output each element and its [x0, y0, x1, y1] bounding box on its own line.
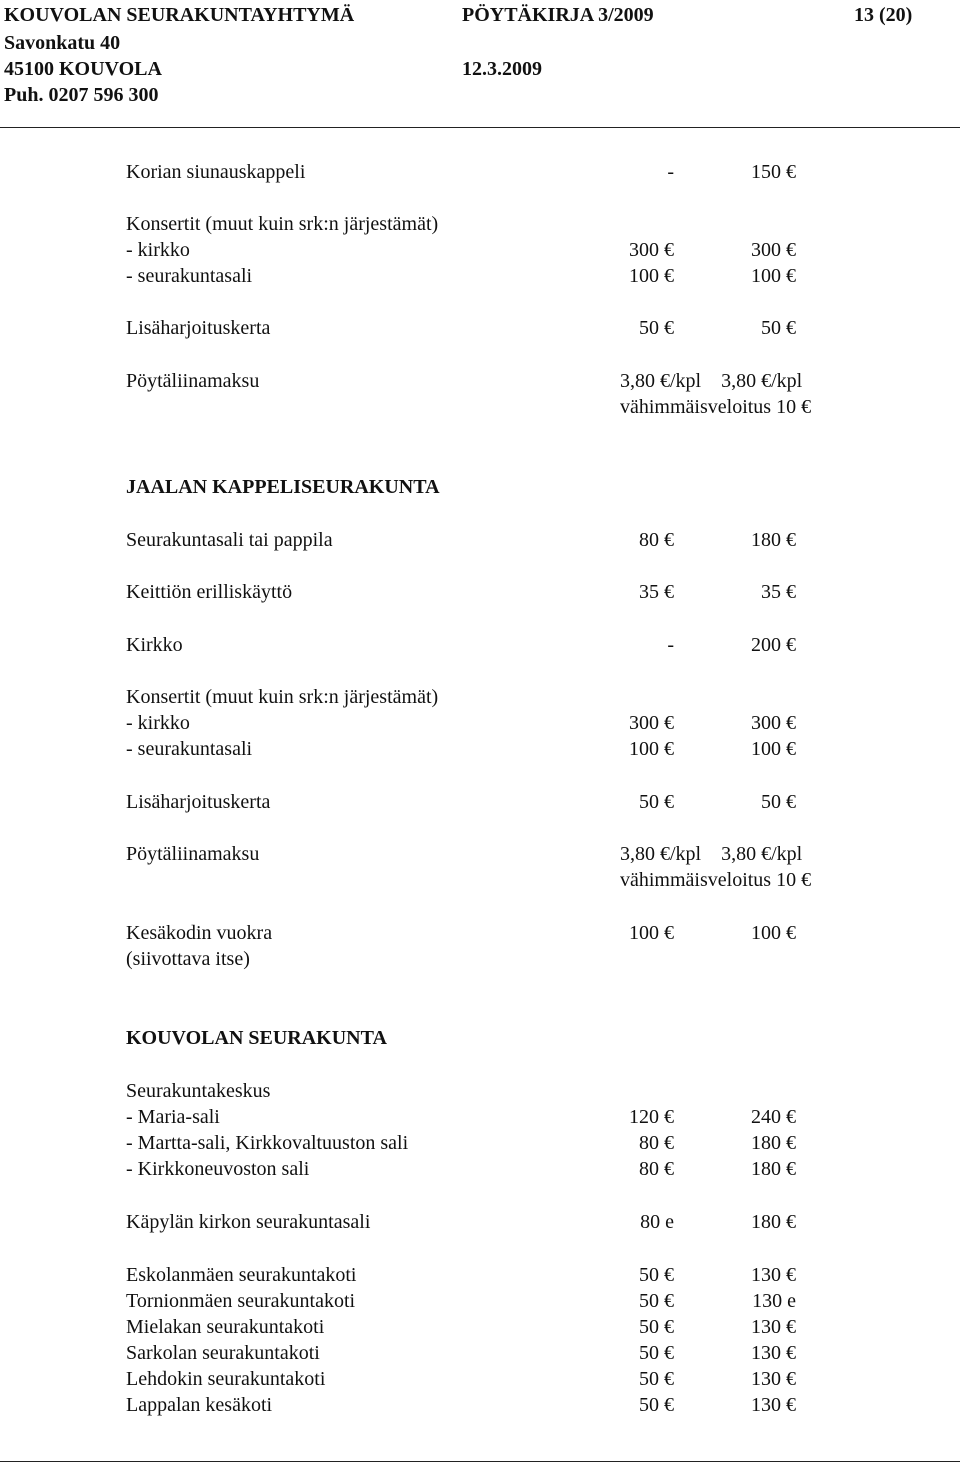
- row-label: Kirkko: [126, 634, 183, 656]
- price-weekday: -: [667, 634, 674, 656]
- price-per-piece: 3,80 €/kpl 3,80 €/kpl: [620, 370, 803, 392]
- section-title: KOUVOLAN SEURAKUNTA: [126, 1027, 387, 1049]
- price-weekday: 35 €: [639, 581, 674, 603]
- minimum-charge: vähimmäisveloitus 10 €: [620, 396, 812, 418]
- price-weekday: 100 €: [629, 922, 674, 944]
- page-number: 13 (20): [854, 4, 913, 26]
- row-label: - Kirkkoneuvoston sali: [126, 1158, 310, 1180]
- price-weekend: 300 €: [751, 712, 796, 734]
- price-weekend: 150 €: [751, 161, 796, 183]
- minimum-charge: vähimmäisveloitus 10 €: [620, 869, 812, 891]
- price-weekend: 130 €: [751, 1394, 796, 1416]
- price-weekday: 120 €: [629, 1106, 674, 1128]
- price-weekend: 180 €: [751, 1132, 796, 1154]
- phone-number: Puh. 0207 596 300: [4, 84, 159, 106]
- row-label: Lisäharjoituskerta: [126, 791, 271, 813]
- price-weekday: 50 €: [639, 1290, 674, 1312]
- price-weekend: 100 €: [751, 922, 796, 944]
- city-address: 45100 KOUVOLA: [4, 58, 162, 80]
- price-weekday: 50 €: [639, 1394, 674, 1416]
- org-name: KOUVOLAN SEURAKUNTAYHTYMÄ: [4, 4, 355, 26]
- price-weekday: 80 €: [639, 529, 674, 551]
- row-label: - seurakuntasali: [126, 265, 253, 287]
- price-weekday: 80 €: [639, 1132, 674, 1154]
- price-weekday: 80 e: [640, 1211, 674, 1233]
- document-title: PÖYTÄKIRJA 3/2009: [462, 4, 654, 26]
- row-label: Konsertit (muut kuin srk:n järjestämät): [126, 213, 439, 235]
- price-weekend: 130 €: [751, 1342, 796, 1364]
- price-weekday: 100 €: [629, 738, 674, 760]
- row-label: Lehdokin seurakuntakoti: [126, 1368, 326, 1390]
- price-weekend: 130 €: [751, 1368, 796, 1390]
- price-per-piece: 3,80 €/kpl 3,80 €/kpl: [620, 843, 803, 865]
- price-weekday: 300 €: [629, 239, 674, 261]
- price-weekend: 130 e: [752, 1290, 796, 1312]
- row-label: Pöytäliinamaksu: [126, 843, 260, 865]
- price-weekend: 240 €: [751, 1106, 796, 1128]
- price-weekday: 100 €: [629, 265, 674, 287]
- price-weekend: 100 €: [751, 265, 796, 287]
- price-weekend: 180 €: [751, 529, 796, 551]
- price-weekday: 50 €: [639, 1368, 674, 1390]
- row-label: Kesäkodin vuokra: [126, 922, 273, 944]
- price-weekday: -: [667, 161, 674, 183]
- price-weekday: 80 €: [639, 1158, 674, 1180]
- row-label: Eskolanmäen seurakuntakoti: [126, 1264, 357, 1286]
- row-label: Tornionmäen seurakuntakoti: [126, 1290, 356, 1312]
- price-weekend: 50 €: [761, 317, 796, 339]
- row-label: Korian siunauskappeli: [126, 161, 306, 183]
- meeting-date: 12.3.2009: [462, 58, 542, 80]
- row-label: - Martta-sali, Kirkkovaltuuston sali: [126, 1132, 409, 1154]
- row-label: Sarkolan seurakuntakoti: [126, 1342, 320, 1364]
- street-address: Savonkatu 40: [4, 32, 121, 54]
- row-label: - Maria-sali: [126, 1106, 220, 1128]
- row-label: Seurakuntasali tai pappila: [126, 529, 333, 551]
- row-label: Lappalan kesäkoti: [126, 1394, 273, 1416]
- price-weekday: 50 €: [639, 791, 674, 813]
- row-note: (siivottava itse): [126, 948, 250, 970]
- price-weekend: 100 €: [751, 738, 796, 760]
- price-weekend: 180 €: [751, 1211, 796, 1233]
- row-label: Lisäharjoituskerta: [126, 317, 271, 339]
- row-label: - kirkko: [126, 239, 190, 261]
- header-divider: [0, 127, 960, 128]
- price-weekday: 50 €: [639, 1264, 674, 1286]
- row-label: Konsertit (muut kuin srk:n järjestämät): [126, 686, 439, 708]
- price-weekend: 50 €: [761, 791, 796, 813]
- footer-divider: [0, 1461, 960, 1462]
- price-weekend: 130 €: [751, 1264, 796, 1286]
- row-label: - kirkko: [126, 712, 190, 734]
- row-label: Pöytäliinamaksu: [126, 370, 260, 392]
- price-weekend: 35 €: [761, 581, 796, 603]
- row-label: Seurakuntakeskus: [126, 1080, 271, 1102]
- price-weekend: 180 €: [751, 1158, 796, 1180]
- section-title: JAALAN KAPPELISEURAKUNTA: [126, 476, 440, 498]
- price-weekday: 50 €: [639, 317, 674, 339]
- row-label: Mielakan seurakuntakoti: [126, 1316, 325, 1338]
- row-label: Käpylän kirkon seurakuntasali: [126, 1211, 371, 1233]
- price-weekday: 50 €: [639, 1316, 674, 1338]
- price-weekday: 300 €: [629, 712, 674, 734]
- price-weekday: 50 €: [639, 1342, 674, 1364]
- price-weekend: 200 €: [751, 634, 796, 656]
- price-weekend: 300 €: [751, 239, 796, 261]
- price-weekend: 130 €: [751, 1316, 796, 1338]
- row-label: Keittiön erilliskäyttö: [126, 581, 293, 603]
- row-label: - seurakuntasali: [126, 738, 253, 760]
